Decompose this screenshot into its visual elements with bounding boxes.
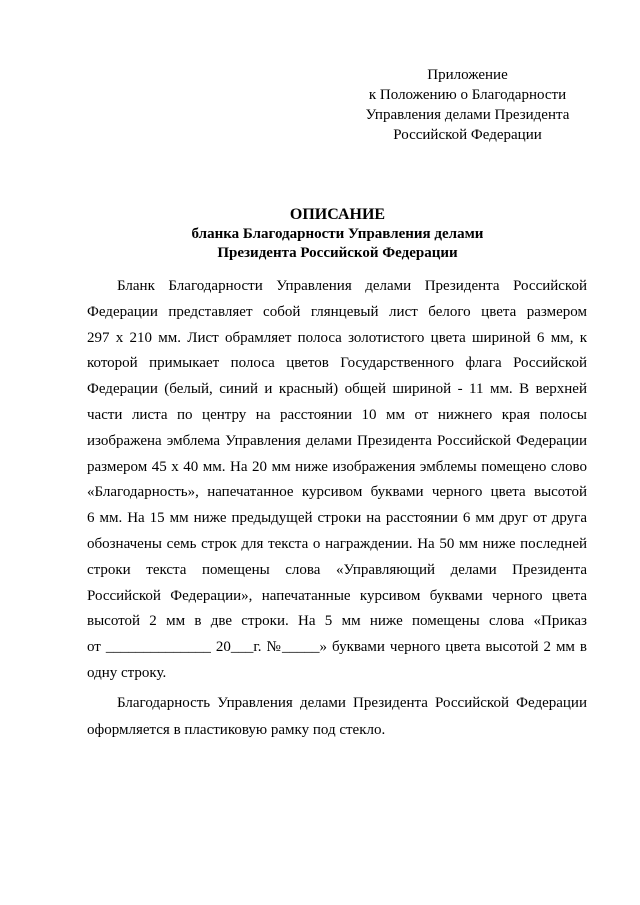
paragraph-line: обозначены семь строк для текста о награждении. На 50 мм ниже последней <box>87 535 587 552</box>
document-subtitle: Президента Российской Федерации <box>217 245 458 261</box>
paragraph-line: от ______________ 20___г. №_____» буквами черного цвета высотой 2 мм в <box>87 639 587 656</box>
appendix-line: Российской Федерации <box>393 127 542 143</box>
document-subtitle: бланка Благодарности Управления делами <box>191 226 484 242</box>
paragraph-line: размером 45 х 40 мм. На 20 мм ниже изображения эмблемы помещено слово <box>87 458 587 475</box>
paragraph-line: «Благодарность», напечатанное курсивом буквами черного цвета высотой <box>87 484 587 501</box>
paragraph-line: высотой 2 мм в две строки. На 5 мм ниже помещены слова «Приказ <box>87 613 587 630</box>
paragraph-line: оформляется в пластиковую рамку под стекло. <box>87 722 386 738</box>
document-title: ОПИСАНИЕ <box>289 206 386 223</box>
paragraph-line: которой примыкает полоса цветов Государственного флага Российской <box>87 355 587 372</box>
paragraph-line: Федерации представляет собой глянцевый лист белого цвета размером <box>87 303 587 320</box>
paragraph-line: Благодарность Управления делами Президента Российской Федерации <box>117 695 587 711</box>
appendix-line: к Положению о Благодарности <box>368 87 567 103</box>
appendix-header <box>340 65 595 145</box>
appendix-line: Управления делами Президента <box>365 107 570 123</box>
paragraph-line: части листа по центру на расстоянии 10 мм от нижнего края полосы <box>87 406 587 423</box>
document-heading <box>80 205 595 263</box>
paragraph-line: 6 мм. На 15 мм ниже предыдущей строки на расстоянии 6 мм друг от друга <box>87 510 587 527</box>
paragraph-line: Российской Федерации», напечатанные курсивом буквами черного цвета <box>87 587 587 604</box>
paragraph-line: строки текста помещены слова «Управляющий делами Президента <box>87 561 587 578</box>
paragraph-line: одну строку. <box>87 664 167 681</box>
paragraph-line: изображена эмблема Управления делами Президента Российской Федерации <box>87 432 587 449</box>
paragraph-line: 297 х 210 мм. Лист обрамляет полоса золотистого цвета шириной 6 мм, к <box>87 329 587 346</box>
appendix-line: Приложение <box>427 67 508 83</box>
description-paragraph <box>87 274 587 687</box>
paragraph-line: Бланк Благодарности Управления делами Президента Российской <box>117 278 587 294</box>
paragraph-line: Федерации (белый, синий и красный) общей шириной - 11 мм. В верхней <box>87 381 587 398</box>
closing-paragraph <box>87 690 587 744</box>
